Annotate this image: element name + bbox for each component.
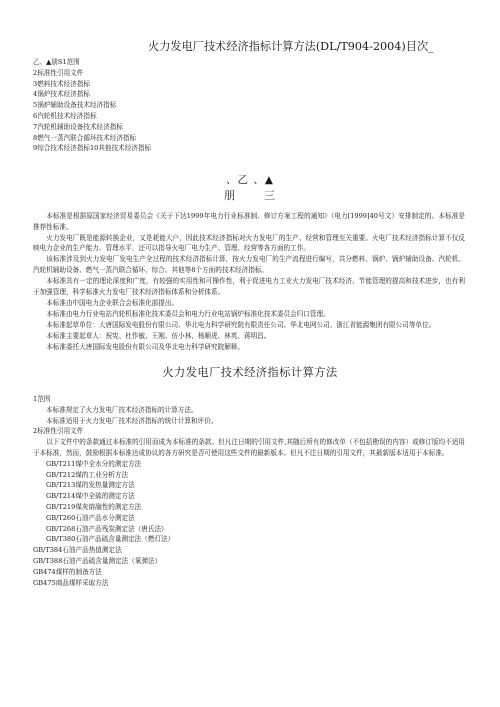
foreword-paragraph: 本标准由中国电力企业联合会标准化部提出。: [46, 298, 179, 307]
section-1-heading: 1范围: [33, 395, 51, 403]
reference-list: [33, 459, 465, 589]
toc-item[interactable]: 9综合技术经济指标10其他技术经济指标: [33, 144, 152, 153]
reference-item: GB474煤样的制备方法: [33, 567, 102, 576]
reference-item: GB/T388石油产品硫含量测定法（氧弹法）: [33, 556, 162, 565]
foreword-paragraph: 本标准起草单位：大唐国际发电股份有限公司、华北电力科学研究院有限责任公司、华北电网公司、浙江省能源集团有限公司等单位。: [46, 320, 436, 329]
body-section: [33, 394, 465, 588]
section-heading: [0, 190, 500, 202]
reference-item: GB/T260石油产品水分测定法: [46, 513, 135, 522]
foreword-paragraph: 本标准由电力行业电站汽轮机标准化技术委员会和电力行业电站锅炉标准化技术委员会归口管理。: [46, 309, 330, 318]
reference-item: GB/T213煤的发热量测定方法: [46, 481, 135, 490]
reference-item: GB475商品煤样采取方法: [33, 578, 109, 587]
reference-item: GB/T268石油产品残炭测定法（唐氏法）: [46, 524, 168, 533]
toc-item[interactable]: 5锅炉辅助设备技术经济指标: [33, 101, 117, 110]
toc-item[interactable]: 8燃气一蒸汽联合循环技术经济指标: [33, 133, 137, 142]
section-1-line: 本标准适用于火力发电厂技术经济指标的统计计算和评价。: [46, 416, 218, 425]
toc-item[interactable]: 3燃料技术经济指标: [33, 79, 90, 88]
section-2-heading: 2标准性引用文件: [33, 427, 84, 436]
main-title: 火力发电厂技术经济指标计算方法: [162, 366, 338, 379]
toc-item[interactable]: 7汽轮机辅助设备技术经济指标: [33, 122, 123, 131]
reference-item: GB/T214煤中全硫的测定方法: [46, 492, 135, 501]
heading-char: 朋: [224, 189, 236, 202]
toc-item[interactable]: 2标准性引用文件: [33, 68, 84, 77]
foreword-paragraph: 本标准具有一定的理论深度和广度，有较强的实用性和可操作性，利于促进电力工业火力发电厂技术经济、节能管理的提高和技术进步，也有利于加强管理，科学标准火力发电厂技术经济指标体系和分析体系。: [33, 277, 465, 296]
toc-item[interactable]: 乙、▲朋S1范围: [33, 58, 80, 66]
section-heading-symbols: 、乙 、▲: [226, 174, 274, 186]
reference-item: GB/T380石油产品硫含量测定法（燃灯法）: [46, 535, 175, 544]
foreword-paragraph: 火力发电厂既是能源转换企业，又是耗能大户，因此技术经济指标对火力发电厂的生产、经营和管理至关重要。火电厂技术经济指标计算不仅反映电力企业的生产能力、管理水平，还可以指导火电厂电力生产、管理、经营等各方面的工作。: [33, 233, 465, 253]
table-of-contents: [33, 57, 333, 154]
foreword-paragraph: 本标准是根据原国家经济贸易委员会《关于下达1999年电力行业标准制、修订方案工程的通知》（电力[1999]40号文）安排制定的。本标准是推荐性标准。: [33, 212, 465, 231]
section-2-paragraph: 以下文件中的条款通过本标准的引用而成为本标准的条款。但凡注日期的引用文件,其随后所有的修改单（不包括勘误的内容）或修订版均不适用于本标准，然而，鼓励根据本标准达成协议的各方研究是否可使用这些文件的最新版本。但凡不注日期的引用文件，其最新版本适用于本标准。: [33, 438, 465, 457]
reference-item: GB/T212煤的工业分析方法: [46, 470, 129, 479]
toc-item[interactable]: 4锅炉技术经济指标: [33, 90, 90, 99]
foreword: [33, 211, 465, 353]
foreword-paragraph: 该标准涉及到火力发电厂发电生产全过程的技术经济指标计算，按火力发电厂的生产流程进行编写，共分燃料、锅炉、锅炉辅助设备、汽轮机、汽轮机辅助设备、燃气一蒸汽联合循环、综合、其他等8个方面的技术经济指标。: [33, 255, 465, 275]
reference-item: GB/T384石油产品热值测定法: [33, 546, 122, 555]
reference-item: GB/T219煤灰熔融性的测定方法: [46, 502, 142, 511]
heading-char: 三: [264, 189, 276, 202]
document-title: 火力发电厂技术经济指标计算方法(DL/T904-2004)目次_: [148, 40, 434, 53]
toc-item[interactable]: 6汽轮机技术经济指标: [33, 111, 97, 120]
foreword-paragraph: 本标准主要起草人：祝宪、杜作敏、王刚、伍小林、杨顺虎、林英、蒋明昌。: [46, 331, 271, 340]
section-1-line: 本标准规定了火力发电厂技术经济指标的计算方法。: [46, 405, 198, 414]
reference-item: GB/T211煤中全水分的测定方法: [46, 459, 142, 468]
foreword-paragraph: 本标准委托大唐国际发电股份有限公司及华北电力科学研究院解释。: [46, 342, 244, 351]
